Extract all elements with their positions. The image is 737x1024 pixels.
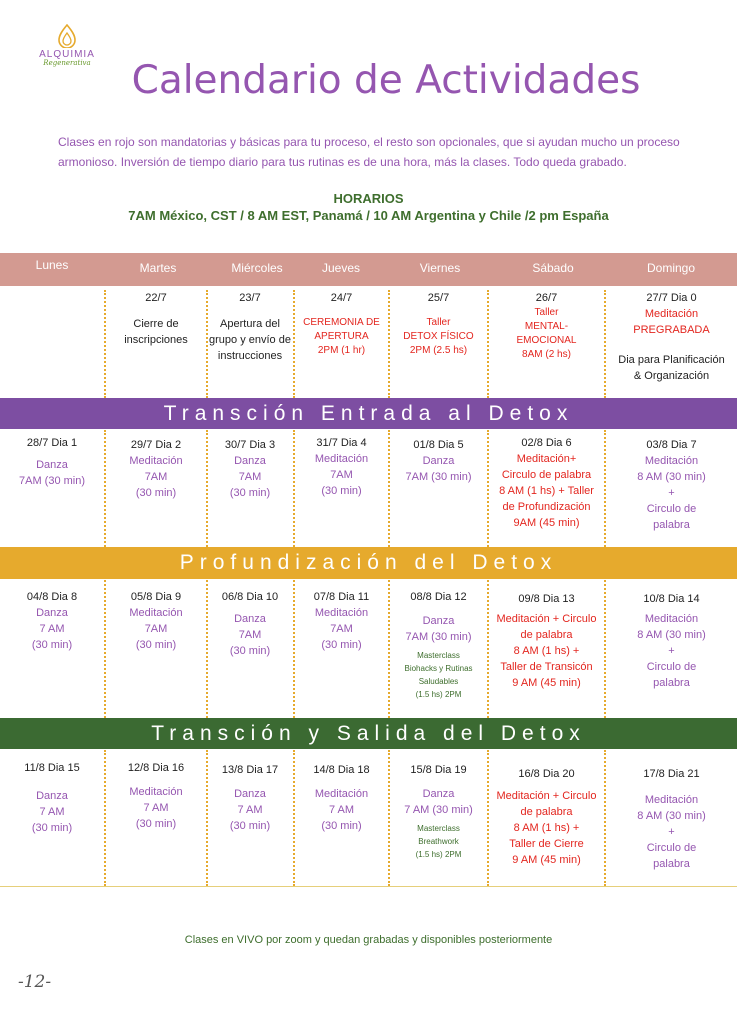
cell-date: 08/8 Dia 12: [410, 591, 467, 603]
cell-line: 9 AM (45 min): [512, 677, 581, 689]
cell-line: (30 min): [135, 639, 177, 651]
cell-line: & Organización: [633, 370, 710, 382]
cell-line: 8AM (2 hs): [522, 349, 571, 360]
day-cell-dia-9: [106, 589, 206, 653]
cell-date: 13/8 Dia 17: [221, 764, 279, 776]
cell-line: Apertura del: [220, 318, 280, 330]
cell-line: Taller: [426, 317, 451, 328]
cell-date: 10/8 Dia 14: [643, 593, 700, 605]
cell-line: Danza: [36, 790, 68, 802]
cell-line: 7 AM: [39, 623, 65, 635]
day-cell-dia-15: [0, 760, 104, 836]
day-cell-dia-12: [390, 589, 487, 701]
day-cell-dia-17: [207, 762, 293, 834]
cell-line: Circulo de: [646, 503, 697, 515]
cell-line: APERTURA: [314, 331, 369, 342]
cell-date: 26/7: [535, 292, 558, 304]
day-martes: Martes: [139, 261, 177, 275]
cell-line: Danza: [234, 455, 266, 467]
cell-line: 9AM (45 min): [513, 517, 580, 529]
cell-line: 8 AM (30 min): [637, 471, 706, 483]
cell-line: 7 AM (30 min): [404, 804, 473, 816]
page-title: Calendario de Actividades: [131, 58, 641, 103]
cell-date: 25/7: [427, 292, 450, 304]
intro-paragraph: Clases en rojo son mandatorias y básicas para tu proceso, el resto son opcionales, que si ayudan mucho un proceso armonioso. Inversión de tiempo diario para tus rutinas es de una hora, más la clases. Todo queda grabado.: [58, 135, 680, 169]
cell-line: Danza: [422, 615, 455, 627]
day-cell-26-7: [489, 290, 604, 362]
day-cell-dia-4: [295, 435, 388, 499]
day-cell-dia-20: [489, 766, 604, 868]
day-cell-dia-7: [606, 437, 737, 533]
day-cell-dia-18: [295, 762, 388, 834]
cell-line: 7AM (30 min): [405, 631, 472, 643]
cell-line: Meditación: [314, 788, 369, 800]
cell-line: (30 min): [321, 485, 362, 497]
flame-drop-icon: [56, 24, 78, 48]
day-cell-dia-2: [106, 437, 206, 501]
day-cell-25-7: [390, 290, 487, 358]
day-cell-24-7: [295, 290, 388, 358]
cell-date: 24/7: [330, 292, 353, 304]
day-cell-dia-8: [0, 589, 104, 653]
cell-date: 15/8 Dia 19: [410, 764, 467, 776]
cell-line: 8 AM (30 min): [637, 629, 706, 641]
cell-line: inscripciones: [124, 334, 188, 346]
cell-line: palabra: [653, 519, 690, 531]
cell-line: 7AM: [330, 469, 353, 481]
cell-line: 7AM: [238, 471, 262, 483]
cell-line: (30 min): [229, 820, 271, 832]
cell-line: DETOX FÍSICO: [403, 331, 474, 342]
cell-line: instrucciones: [217, 350, 283, 362]
table-bottom-line: [0, 886, 737, 887]
phase-band-salida: Transción y Salida del Detox: [0, 718, 737, 749]
day-cell-dia-21: [606, 766, 737, 872]
cell-line: 7AM: [238, 629, 262, 641]
cell-line: de palabra: [520, 806, 573, 818]
cell-line: Biohacks y Rutinas: [404, 664, 473, 673]
days-header: [0, 253, 737, 286]
cell-line: 7 AM: [237, 804, 263, 816]
cell-line: de palabra: [520, 629, 573, 641]
cell-line: (30 min): [229, 645, 271, 657]
cell-line: Danza: [422, 455, 455, 467]
cell-line: Meditación: [129, 455, 183, 467]
cell-date: 30/7 Dia 3: [224, 439, 276, 451]
footer-note: Clases en VIVO por zoom y quedan grabadas y disponibles posteriormente: [184, 934, 553, 946]
cell-line: Circulo de: [646, 661, 697, 673]
cell-line: Meditación: [129, 607, 183, 619]
day-sabado: Sábado: [532, 261, 574, 275]
day-lunes: Lunes: [35, 258, 69, 272]
cell-line: EMOCIONAL: [516, 335, 577, 346]
cell-line: 2PM (2.5 hs): [409, 345, 468, 356]
cell-line: Masterclass: [417, 824, 460, 833]
day-cell-dia-16: [106, 760, 206, 832]
cell-date: 02/8 Dia 6: [521, 437, 572, 449]
cell-line: Taller de Transicón: [500, 661, 593, 673]
day-jueves: Jueves: [321, 261, 361, 275]
cell-line: MENTAL-: [524, 321, 569, 332]
cell-line: (1.5 hs) 2PM: [415, 690, 462, 699]
day-cell-dia-13: [489, 591, 604, 691]
cell-date: 06/8 Dia 10: [221, 591, 279, 603]
horarios-heading: HORARIOS: [333, 191, 404, 206]
cell-line: Masterclass: [417, 651, 460, 660]
day-cell-dia-1: [0, 435, 104, 489]
day-cell-dia-14: [606, 591, 737, 691]
cell-line: Meditación: [314, 607, 369, 619]
day-cell-dia-5: [390, 437, 487, 485]
day-miercoles: Miércoles: [231, 261, 283, 275]
day-cell-22-7: [106, 290, 206, 348]
cell-line: +: [668, 487, 675, 499]
cell-line: (30 min): [229, 487, 271, 499]
cell-line: Meditación: [644, 308, 699, 320]
cell-line: Meditación+: [516, 453, 577, 465]
cell-line: Meditación: [314, 453, 369, 465]
cell-line: 7AM (30 min): [405, 471, 472, 483]
cell-date: 22/7: [145, 292, 167, 304]
cell-line: 2PM (1 hr): [317, 345, 366, 356]
cell-line: 8 AM (1 hs) +: [513, 822, 580, 834]
cell-date: 11/8 Dia 15: [24, 762, 80, 774]
cell-date: 28/7 Dia 1: [26, 437, 78, 449]
cell-line: Danza: [422, 788, 455, 800]
cell-line: Breathwork: [418, 837, 459, 846]
day-viernes: Viernes: [419, 261, 461, 275]
day-cell-dia-3: [207, 437, 293, 501]
cell-line: (30 min): [31, 822, 73, 834]
cell-line: 8 AM (30 min): [637, 810, 706, 822]
cell-line: 9 AM (45 min): [512, 854, 581, 866]
cell-line: PREGRABADA: [633, 324, 710, 336]
cell-line: Meditación: [129, 786, 183, 798]
cell-date: 27/7 Dia 0: [646, 292, 697, 304]
cell-date: 12/8 Dia 16: [127, 762, 185, 774]
cell-line: 7 AM: [39, 806, 65, 818]
cell-line: Circulo de palabra: [501, 469, 592, 481]
cell-line: (30 min): [135, 487, 177, 499]
cell-line: 7AM: [144, 623, 168, 635]
cell-date: 16/8 Dia 20: [518, 768, 575, 780]
cell-date: 14/8 Dia 18: [313, 764, 370, 776]
cell-line: (30 min): [31, 639, 73, 651]
cell-line: palabra: [653, 858, 690, 870]
cell-line: Danza: [234, 613, 266, 625]
cell-line: grupo y envío de: [209, 334, 291, 346]
cell-line: (30 min): [321, 639, 362, 651]
horarios-times: 7AM México, CST / 8 AM EST, Panamá / 10 AM Argentina y Chile /2 pm España: [128, 208, 609, 223]
logo-subtitle: Regenerativa: [43, 59, 91, 67]
cell-date: 03/8 Dia 7: [646, 439, 697, 451]
cell-line: Dia para Planificación: [618, 354, 725, 366]
cell-line: CEREMONIA DE: [303, 317, 380, 328]
cell-line: Taller: [534, 307, 559, 318]
cell-line: (30 min): [321, 820, 362, 832]
cell-date: 04/8 Dia 8: [26, 591, 78, 603]
day-cell-27-7: [606, 290, 737, 384]
cell-date: 17/8 Dia 21: [643, 768, 700, 780]
cell-line: 8 AM (1 hs) + Taller: [499, 485, 594, 497]
cell-line: (1.5 hs) 2PM: [415, 850, 462, 859]
cell-line: +: [668, 826, 675, 838]
cell-date: 07/8 Dia 11: [313, 591, 370, 603]
cell-date: 23/7: [239, 292, 261, 304]
cell-line: Cierre de: [133, 318, 179, 330]
cell-line: Danza: [36, 607, 68, 619]
cell-line: Meditación + Circulo: [496, 613, 597, 625]
day-cell-23-7: [207, 290, 293, 364]
cell-line: 7AM: [144, 471, 168, 483]
cell-line: Saludables: [418, 677, 459, 686]
cell-line: Meditación: [644, 794, 699, 806]
logo-brand-text: ALQUIMIA: [39, 49, 95, 60]
cell-line: Circulo de: [646, 842, 697, 854]
cell-line: 7 AM: [328, 804, 355, 816]
cell-line: Taller de Cierre: [509, 838, 584, 850]
cell-line: palabra: [653, 677, 690, 689]
cell-line: Danza: [36, 459, 68, 471]
phase-band-entrada: Transción Entrada al Detox: [0, 398, 737, 429]
cell-line: Meditación + Circulo: [496, 790, 597, 802]
day-cell-dia-19: [390, 762, 487, 861]
day-cell-dia-6: [489, 435, 604, 531]
cell-date: 09/8 Dia 13: [518, 593, 575, 605]
cell-line: +: [668, 645, 675, 657]
cell-line: 7AM (30 min): [18, 475, 86, 487]
page-number: -12-: [18, 972, 52, 992]
cell-date: 31/7 Dia 4: [316, 437, 367, 449]
day-cell-dia-10: [207, 589, 293, 659]
day-domingo: Domingo: [646, 261, 696, 275]
cell-line: de Profundización: [502, 501, 591, 513]
cell-line: Meditación: [644, 613, 699, 625]
cell-line: (30 min): [135, 818, 177, 830]
cell-line: 7AM: [330, 623, 353, 635]
cell-date: 01/8 Dia 5: [413, 439, 464, 451]
day-cell-dia-11: [295, 589, 388, 653]
cell-date: 05/8 Dia 9: [130, 591, 182, 603]
cell-line: 8 AM (1 hs) +: [513, 645, 580, 657]
phase-band-profundizacion: Profundización del Detox: [0, 547, 737, 579]
cell-line: Meditación: [644, 455, 699, 467]
cell-line: Danza: [234, 788, 266, 800]
cell-line: 7 AM: [143, 802, 169, 814]
cell-date: 29/7 Dia 2: [130, 439, 182, 451]
